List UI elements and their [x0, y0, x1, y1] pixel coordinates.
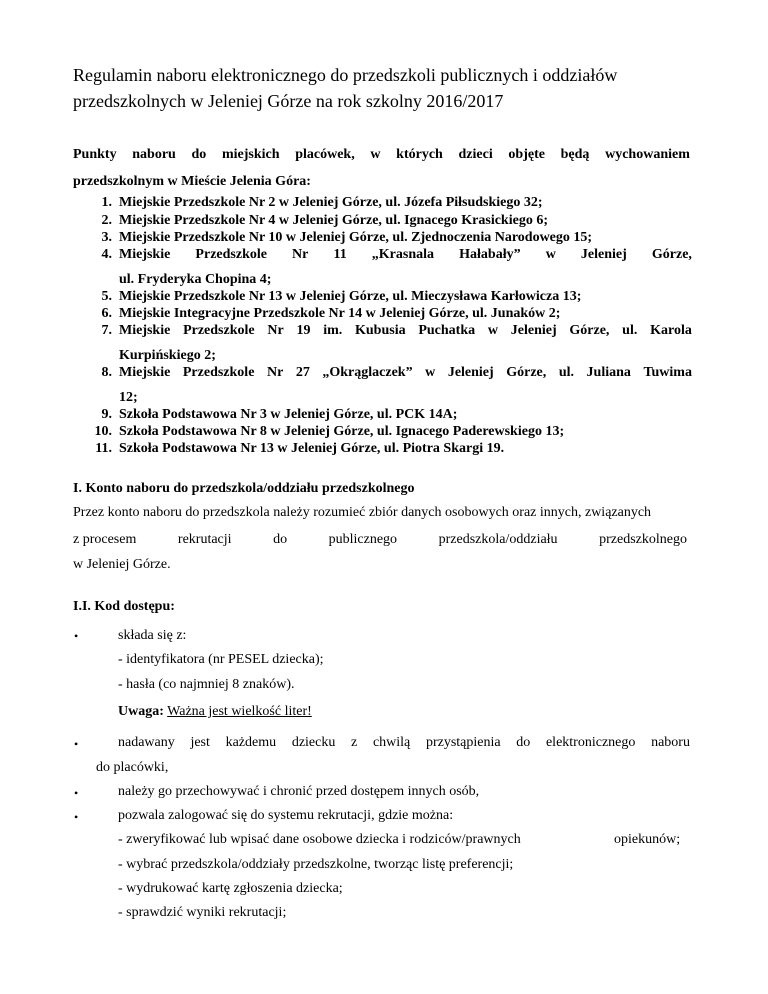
bullet-icon: •: [74, 810, 79, 824]
intro-word: dzieci: [458, 147, 493, 162]
list-word: „Okrąglaczek”: [322, 365, 413, 380]
intro-word: których: [396, 147, 443, 162]
list-number: 2.: [101, 213, 112, 228]
list-word: „Krasnala: [371, 247, 435, 262]
bullet-icon: •: [74, 737, 79, 751]
sub-item: - zweryfikować lub wpisać dane osobowe dziecka i rodziców/prawnych: [118, 832, 521, 847]
intro-word: objęte: [508, 147, 545, 162]
list-word: Karola: [650, 323, 692, 338]
list-word: Przedszkole: [182, 365, 255, 380]
bullet-word: naboru: [651, 735, 690, 750]
list-item: Miejskie Integracyjne Przedszkole Nr 14 w Jeleniej Górze, ul. Junaków 2;: [119, 306, 561, 321]
list-word: Miejskie: [119, 365, 171, 380]
list-word: w: [487, 323, 499, 338]
list-word: Kubusia: [355, 323, 406, 338]
section-paragraph-line: w Jeleniej Górze.: [73, 557, 171, 572]
list-number: 6.: [101, 306, 112, 321]
bullet-word: przystąpienia: [425, 735, 501, 750]
list-number: 3.: [101, 230, 112, 245]
title-line-2: przedszkolnych w Jeleniej Górze na rok szkolny 2016/2017: [73, 91, 504, 111]
bullet-word: każdemu: [225, 735, 277, 750]
title-line-1: Regulamin naboru elektronicznego do przedszkoli publicznych i oddziałów: [73, 65, 618, 85]
section-heading: I. Konto naboru do przedszkola/oddziału przedszkolnego: [73, 481, 415, 496]
list-word: Górze,: [651, 247, 692, 262]
list-item: Szkoła Podstawowa Nr 3 w Jeleniej Górze, ul. PCK 14A;: [119, 407, 458, 422]
list-word: Miejskie: [119, 323, 171, 338]
list-word: Przedszkole: [195, 247, 267, 262]
list-word: w: [545, 247, 556, 262]
sub-item: - wybrać przedszkola/oddziały przedszkolne, tworząc listę preferencji;: [118, 857, 514, 872]
bullet-word: dziecku: [291, 735, 336, 750]
document-title: [73, 62, 713, 114]
intro-word: będą: [560, 147, 590, 162]
list-word: Nr: [267, 323, 284, 338]
list-word: Górze,: [506, 365, 547, 380]
list-item: Miejskie Przedszkole Nr 4 w Jeleniej Górze, ul. Ignacego Krasickiego 6;: [119, 213, 548, 228]
list-item: [119, 247, 692, 263]
list-number: 10.: [94, 424, 112, 439]
list-item: Szkoła Podstawowa Nr 13 w Jeleniej Górze, ul. Piotra Skargi 19.: [119, 441, 505, 456]
bullet-word: do: [516, 735, 531, 750]
list-word: 27: [295, 365, 310, 380]
list-number: 4.: [101, 247, 112, 262]
section-paragraph-line: Przez konto naboru do przedszkola należy rozumieć zbiór danych osobowych oraz innych, związanych: [73, 505, 652, 520]
list-word: Tuwima: [643, 365, 692, 380]
paragraph-word: z procesem: [73, 532, 137, 547]
intro-word: do: [191, 147, 207, 162]
bullet-word: chwilą: [372, 735, 411, 750]
note: [118, 704, 312, 720]
bullet-word: jest: [190, 735, 210, 750]
list-item: [119, 323, 692, 339]
intro-word: wychowaniem: [605, 147, 690, 162]
list-item-continuation: Kurpińskiego 2;: [119, 348, 216, 363]
intro-line-1: [73, 147, 690, 163]
paragraph-word: rekrutacji: [177, 532, 232, 547]
sub-item: - wydrukować kartę zgłoszenia dziecka;: [118, 881, 343, 896]
bullet-text: [118, 735, 690, 751]
intro-word: naboru: [132, 147, 176, 162]
intro-word: Punkty: [73, 147, 117, 162]
intro-word: miejskich: [221, 147, 280, 162]
sub-item-end: opiekunów;: [614, 832, 681, 847]
list-word: Hałabały”: [459, 247, 521, 262]
list-item: Miejskie Przedszkole Nr 13 w Jeleniej Górze, ul. Mieczysława Karłowicza 13;: [119, 289, 582, 304]
section-heading: I.I. Kod dostępu:: [73, 599, 175, 614]
bullet-text: należy go przechowywać i chronić przed dostępem innych osób,: [118, 784, 480, 799]
sub-item: - sprawdzić wyniki rekrutacji;: [118, 905, 287, 920]
list-item: Miejskie Przedszkole Nr 10 w Jeleniej Górze, ul. Zjednoczenia Narodowego 15;: [119, 230, 593, 245]
list-word: 11: [333, 247, 347, 262]
list-word: 19: [296, 323, 311, 338]
list-word: Nr: [292, 247, 309, 262]
intro-line-2: przedszkolnym w Mieście Jelenia Góra:: [73, 174, 311, 189]
paragraph-word: publicznego: [328, 532, 398, 547]
note-text: Ważna jest wielkość liter!: [167, 704, 312, 719]
list-number: 8.: [101, 365, 112, 380]
bullet-text-continuation: do placówki,: [96, 760, 169, 775]
bullet-icon: •: [74, 786, 79, 800]
list-word: Jeleniej: [580, 247, 627, 262]
bullet-word: elektronicznego: [545, 735, 636, 750]
note-label: Uwaga:: [118, 704, 164, 719]
list-number: 5.: [101, 289, 112, 304]
list-item: Miejskie Przedszkole Nr 2 w Jeleniej Górze, ul. Józefa Piłsudskiego 32;: [119, 195, 543, 210]
list-word: Puchatka: [418, 323, 476, 338]
intro-word: placówek,: [295, 147, 355, 162]
list-word: Górze,: [569, 323, 610, 338]
list-item: [119, 365, 692, 381]
list-word: w: [425, 365, 436, 380]
list-word: Jeleniej: [447, 365, 494, 380]
list-number: 1.: [101, 195, 112, 210]
list-word: Miejskie: [119, 247, 171, 262]
list-item-continuation: ul. Fryderyka Chopina 4;: [119, 272, 272, 287]
paragraph-word: przedszkolnego: [599, 532, 687, 547]
list-word: ul.: [558, 365, 574, 380]
bullet-word: z: [351, 735, 358, 750]
bullet-text: pozwala zalogować się do systemu rekrutacji, gdzie można:: [118, 808, 454, 823]
list-word: Juliana: [586, 365, 631, 380]
list-word: ul.: [622, 323, 638, 338]
list-number: 7.: [101, 323, 112, 338]
list-word: Jeleniej: [510, 323, 557, 338]
bullet-text: składa się z:: [118, 628, 187, 643]
bullet-icon: •: [74, 629, 79, 643]
list-item: Szkoła Podstawowa Nr 8 w Jeleniej Górze, ul. Ignacego Paderewskiego 13;: [119, 424, 565, 439]
bullet-word: nadawany: [118, 735, 175, 750]
intro-word: w: [370, 147, 381, 162]
list-item-continuation: 12;: [119, 390, 138, 405]
paragraph-word: do: [273, 532, 288, 547]
paragraph-word: przedszkola/oddziału: [438, 532, 558, 547]
sub-item: - hasła (co najmniej 8 znaków).: [118, 677, 295, 692]
sub-item: - identyfikatora (nr PESEL dziecka);: [118, 652, 324, 667]
list-word: im.: [323, 323, 343, 338]
section-paragraph-line: [73, 532, 687, 548]
list-number: 11.: [95, 441, 112, 456]
list-number: 9.: [101, 407, 112, 422]
list-word: Przedszkole: [183, 323, 255, 338]
list-word: Nr: [266, 365, 284, 380]
